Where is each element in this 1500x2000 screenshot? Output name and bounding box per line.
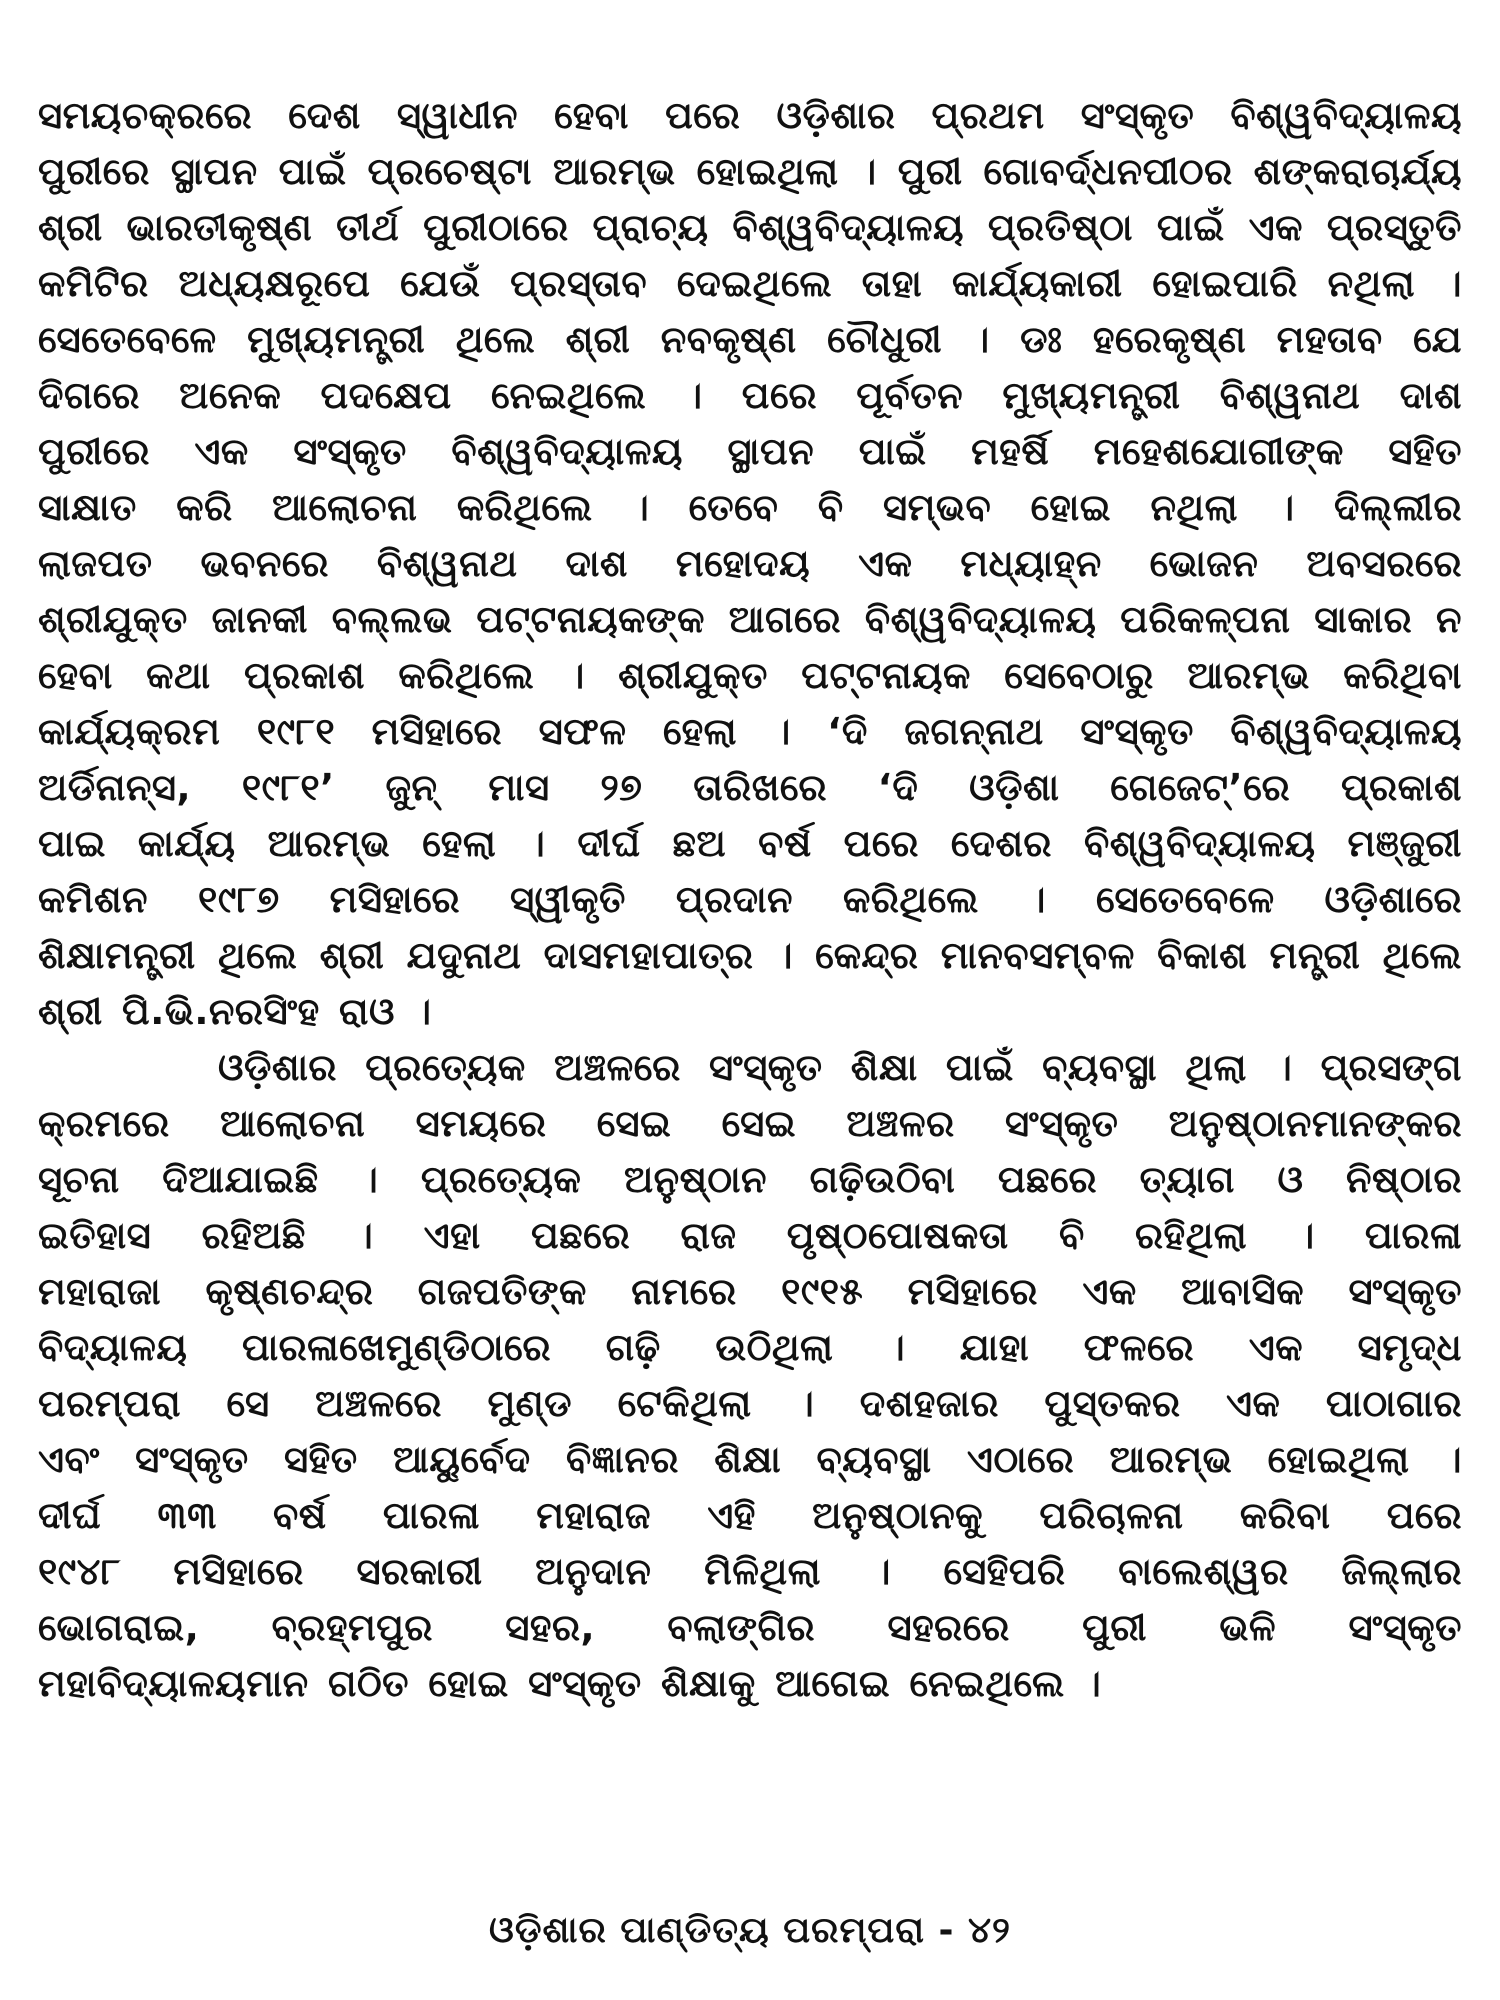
text-line: ଶିକ୍ଷାମନ୍ତ୍ରୀ ଥିଲେ ଶ୍ରୀ ଯଦୁନାଥ ଦାସମହାପାତ୍ର । କେନ୍ଦ୍ର ମାନବସମ୍ବଳ ବିକାଶ ମନ୍ତ୍ରୀ ଥିଲେ — [38, 934, 1462, 977]
paragraph-2 — [38, 1040, 1462, 1712]
text-line: ପୁରୀରେ ଏକ ସଂସ୍କୃତ ବିଶ୍ୱବିଦ୍ୟାଳୟ ସ୍ଥାପନ ପାଇଁ ମହର୍ଷି ମହେଶଯୋଗୀଙ୍କ ସହିତ — [38, 430, 1462, 473]
text-line: ଇତିହାସ ରହିଅଛି । ଏହା ପଛରେ ରାଜ ପୃଷ୍ଠପୋଷକତା ବି ରହିଥିଲା । ପାରଳା — [38, 1214, 1462, 1257]
text-line: ଦିଗରେ ଅନେକ ପଦକ୍ଷେପ ନେଇଥିଲେ । ପରେ ପୂର୍ବତନ ମୁଖ୍ୟମନ୍ତ୍ରୀ ବିଶ୍ୱନାଥ ଦାଶ — [38, 374, 1462, 417]
text-line: ଅର୍ଡିନାନ୍ସ, ୧୯୮୧’ ଜୁନ୍ ମାସ ୨୭ ତାରିଖରେ ‘ଦି ଓଡ଼ିଶା ଗେଜେଟ୍’ରେ ପ୍ରକାଶ — [38, 766, 1462, 809]
page-footer-running-title: ଓଡ଼ିଶାର ପାଣ୍ଡିତ୍ୟ ପରମ୍ପରା - ୪୨ — [489, 1910, 1011, 1951]
text-line: କ୍ରମରେ ଆଲୋଚନା ସମୟରେ ସେଇ ସେଇ ଅଞ୍ଚଳର ସଂସ୍କୃତ ଅନୁଷ୍ଠାନମାନଙ୍କର — [38, 1102, 1462, 1145]
text-line: କାର୍ଯ୍ୟକ୍ରମ ୧୯୮୧ ମସିହାରେ ସଫଳ ହେଲା । ‘ଦି ଜଗନ୍ନାଥ ସଂସ୍କୃତ ବିଶ୍ୱବିଦ୍ୟାଳୟ — [38, 710, 1462, 753]
text-line: ଶ୍ରୀ ପି.ଭି.ନରସିଂହ ରାଓ । — [38, 990, 432, 1033]
text-line: ଓଡ଼ିଶାର ପ୍ରତ୍ୟେକ ଅଞ୍ଚଳରେ ସଂସ୍କୃତ ଶିକ୍ଷା ପାଇଁ ବ୍ୟବସ୍ଥା ଥିଲା । ପ୍ରସଙ୍ଗ — [218, 1046, 1462, 1089]
text-line: ସୂଚନା ଦିଆଯାଇଛି । ପ୍ରତ୍ୟେକ ଅନୁଷ୍ଠାନ ଗଢ଼ିଉଠିବା ପଛରେ ତ୍ୟାଗ ଓ ନିଷ୍ଠାର — [38, 1158, 1462, 1201]
text-line: ପରମ୍ପରା ସେ ଅଞ୍ଚଳରେ ମୁଣ୍ଡ ଟେକିଥିଲା । ଦଶହଜାର ପୁସ୍ତକର ଏକ ପାଠାଗାର — [38, 1382, 1462, 1425]
text-line: ଲାଜପତ ଭବନରେ ବିଶ୍ୱନାଥ ଦାଶ ମହୋଦୟ ଏକ ମଧ୍ୟାହ୍ନ ଭୋଜନ ଅବସରରେ — [38, 542, 1462, 585]
text-line: ସାକ୍ଷାତ କରି ଆଲୋଚନା କରିଥିଲେ । ତେବେ ବି ସମ୍ଭବ ହୋଇ ନଥିଲା । ଦିଲ୍ଲୀର — [38, 486, 1462, 529]
text-line: ଦୀର୍ଘ ୩୩ ବର୍ଷ ପାରଳା ମହାରାଜ ଏହି ଅନୁଷ୍ଠାନକୁ ପରିଚାଳନା କରିବା ପରେ — [38, 1494, 1462, 1537]
text-line: ମହାବିଦ୍ୟାଳୟମାନ ଗଠିତ ହୋଇ ସଂସ୍କୃତ ଶିକ୍ଷାକୁ ଆଗେଇ ନେଇଥିଲେ । — [38, 1662, 1102, 1705]
text-line: ଭୋଗରାଇ, ବ୍ରହ୍ମପୁର ସହର, ବଲାଙ୍ଗିର ସହରରେ ପୁରୀ ଭଳି ସଂସ୍କୃତ — [38, 1606, 1462, 1649]
text-line: କମିଟିର ଅଧ୍ୟକ୍ଷରୂପେ ଯେଉଁ ପ୍ରସ୍ତାବ ଦେଇଥିଲେ ତାହା କାର୍ଯ୍ୟକାରୀ ହୋଇପାରି ନଥିଲା । — [38, 262, 1462, 305]
text-line: କମିଶନ ୧୯୮୭ ମସିହାରେ ସ୍ୱୀକୃତି ପ୍ରଦାନ କରିଥିଲେ । ସେତେବେଳେ ଓଡ଼ିଶାରେ — [38, 878, 1462, 921]
document-page — [38, 88, 1462, 1898]
text-line: ପୁରୀରେ ସ୍ଥାପନ ପାଇଁ ପ୍ରଚେଷ୍ଟା ଆରମ୍ଭ ହୋଇଥିଲା । ପୁରୀ ଗୋବର୍ଦ୍ଧନପୀଠର ଶଙ୍କରାଚାର୍ଯ୍ୟ — [38, 150, 1462, 193]
text-line: ପାଇ କାର୍ଯ୍ୟ ଆରମ୍ଭ ହେଲା । ଦୀର୍ଘ ଛଅ ବର୍ଷ ପରେ ଦେଶର ବିଶ୍ୱବିଦ୍ୟାଳୟ ମଞ୍ଜୁରୀ — [38, 822, 1462, 865]
body-text — [38, 88, 1462, 1712]
text-line: ହେବା କଥା ପ୍ରକାଶ କରିଥିଲେ । ଶ୍ରୀଯୁକ୍ତ ପଟ୍ଟନାୟକ ସେବେଠାରୁ ଆରମ୍ଭ କରିଥିବା — [38, 654, 1462, 697]
text-line: ଏବଂ ସଂସ୍କୃତ ସହିତ ଆୟୁର୍ବେଦ ବିଜ୍ଞାନର ଶିକ୍ଷା ବ୍ୟବସ୍ଥା ଏଠାରେ ଆରମ୍ଭ ହୋଇଥିଲା । — [38, 1438, 1462, 1481]
text-line: ବିଦ୍ୟାଳୟ ପାରଳାଖେମୁଣ୍ଡିଠାରେ ଗଢ଼ି ଉଠିଥିଲା । ଯାହା ଫଳରେ ଏକ ସମୃଦ୍ଧ — [38, 1326, 1462, 1369]
text-line: ୧୯୪୮ ମସିହାରେ ସରକାରୀ ଅନୁଦାନ ମିଳିଥିଲା । ସେହିପରି ବାଲେଶ୍ୱର ଜିଲ୍ଲାର — [38, 1550, 1462, 1593]
text-line: ଶ୍ରୀଯୁକ୍ତ ଜାନକୀ ବଲ୍ଲଭ ପଟ୍ଟନାୟକଙ୍କ ଆଗରେ ବିଶ୍ୱବିଦ୍ୟାଳୟ ପରିକଳ୍ପନା ସାକାର ନ — [38, 598, 1462, 641]
text-line: ସମୟଚକ୍ରରେ ଦେଶ ସ୍ୱାଧୀନ ହେବା ପରେ ଓଡ଼ିଶାର ପ୍ରଥମ ସଂସ୍କୃତ ବିଶ୍ୱବିଦ୍ୟାଳୟ — [38, 94, 1462, 137]
text-line: ସେତେବେଳେ ମୁଖ୍ୟମନ୍ତ୍ରୀ ଥିଲେ ଶ୍ରୀ ନବକୃଷ୍ଣ ଚୌଧୁରୀ । ଡଃ ହରେକୃଷ୍ଣ ମହତାବ ଯେ — [38, 318, 1462, 361]
text-line: ମହାରାଜା କୃଷ୍ଣଚନ୍ଦ୍ର ଗଜପତିଙ୍କ ନାମରେ ୧୯୧୫ ମସିହାରେ ଏକ ଆବାସିକ ସଂସ୍କୃତ — [38, 1270, 1462, 1313]
text-line: ଶ୍ରୀ ଭାରତୀକୃଷ୍ଣ ତୀର୍ଥ ପୁରୀଠାରେ ପ୍ରାଚ୍ୟ ବିଶ୍ୱବିଦ୍ୟାଳୟ ପ୍ରତିଷ୍ଠା ପାଇଁ ଏକ ପ୍ରସ୍ତୁତି — [38, 206, 1462, 249]
paragraph-1 — [38, 88, 1462, 1040]
